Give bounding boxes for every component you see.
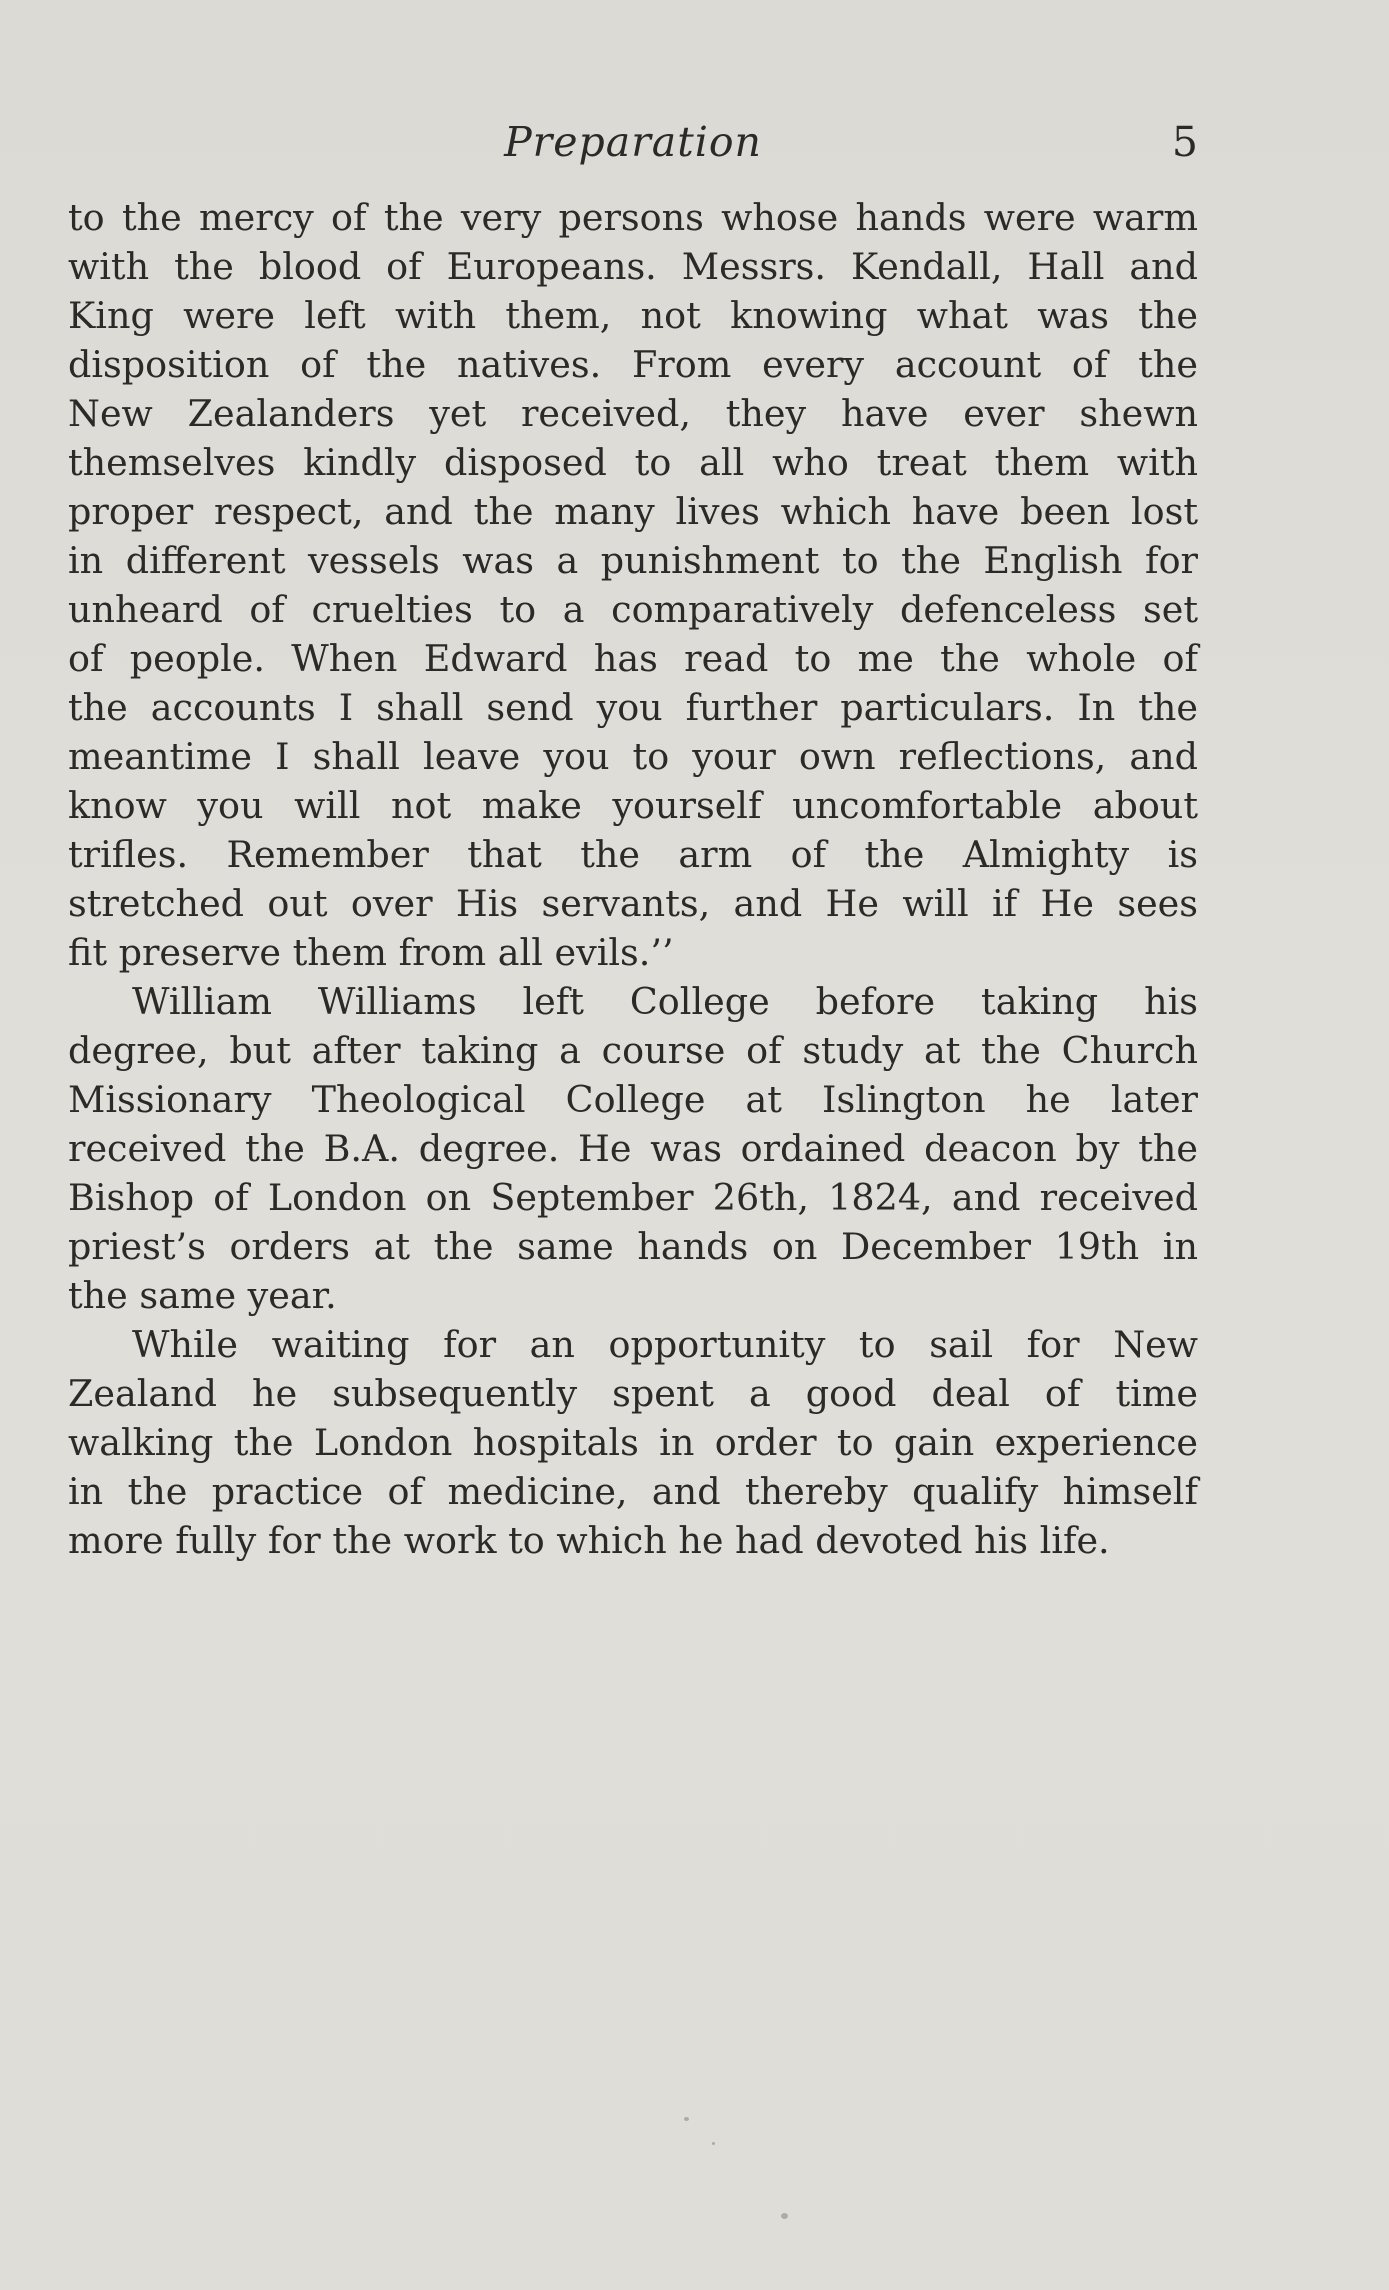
text-line: in the practice of medicine, and thereby qualify himself: [68, 1470, 1198, 1513]
running-title: Preparation: [504, 118, 762, 166]
text-line: proper respect, and the many lives which have been lost: [68, 490, 1198, 533]
text-line: Zealand he subsequently spent a good deal of time: [68, 1372, 1198, 1415]
text-line: the same year.: [68, 1274, 337, 1317]
text-line: to the mercy of the very persons whose hands were warm: [68, 196, 1198, 239]
text-line: Missionary Theological College at Islington he later: [68, 1078, 1198, 1121]
text-line: degree, but after taking a course of study at the Church: [68, 1029, 1198, 1072]
text-line: New Zealanders yet received, they have ever shewn: [68, 392, 1198, 435]
text-line: of people. When Edward has read to me the whole of: [68, 637, 1198, 680]
paper-speck: [712, 2142, 715, 2145]
text-line: know you will not make yourself uncomfortable about: [68, 784, 1198, 827]
text-line: in different vessels was a punishment to the English for: [68, 539, 1198, 582]
text-line: disposition of the natives. From every account of the: [68, 343, 1198, 386]
paper-speck: [684, 2117, 689, 2121]
text-line: themselves kindly disposed to all who treat them with: [68, 441, 1198, 484]
text-line: more fully for the work to which he had devoted his life.: [68, 1519, 1110, 1562]
paper-speck: [781, 2213, 788, 2219]
text-line: Bishop of London on September 26th, 1824, and received: [68, 1176, 1198, 1219]
text-line: walking the London hospitals in order to gain experience: [68, 1421, 1198, 1464]
text-line: the accounts I shall send you further particulars. In the: [68, 686, 1198, 729]
text-line: William Williams left College before taking his: [132, 980, 1198, 1023]
text-line: received the B.A. degree. He was ordained deacon by the: [68, 1127, 1198, 1170]
text-line: meantime I shall leave you to your own reflections, and: [68, 735, 1198, 778]
page-number: 5: [1171, 118, 1198, 166]
text-line: While waiting for an opportunity to sail for New: [132, 1323, 1198, 1366]
text-line: King were left with them, not knowing what was the: [68, 294, 1198, 337]
text-line: trifles. Remember that the arm of the Almighty is: [68, 833, 1198, 876]
paragraph-3: [68, 1320, 1198, 1565]
text-line: unheard of cruelties to a comparatively defenceless set: [68, 588, 1198, 631]
text-line: fit preserve them from all evils.’’: [68, 931, 674, 974]
paragraph-2: [68, 977, 1198, 1320]
page-header: [68, 112, 1198, 172]
body-text: [68, 193, 1198, 1565]
text-line: priest’s orders at the same hands on December 19th in: [68, 1225, 1198, 1268]
paragraph-1: [68, 193, 1198, 977]
text-line: with the blood of Europeans. Messrs. Kendall, Hall and: [68, 245, 1198, 288]
text-line: stretched out over His servants, and He will if He sees: [68, 882, 1198, 925]
